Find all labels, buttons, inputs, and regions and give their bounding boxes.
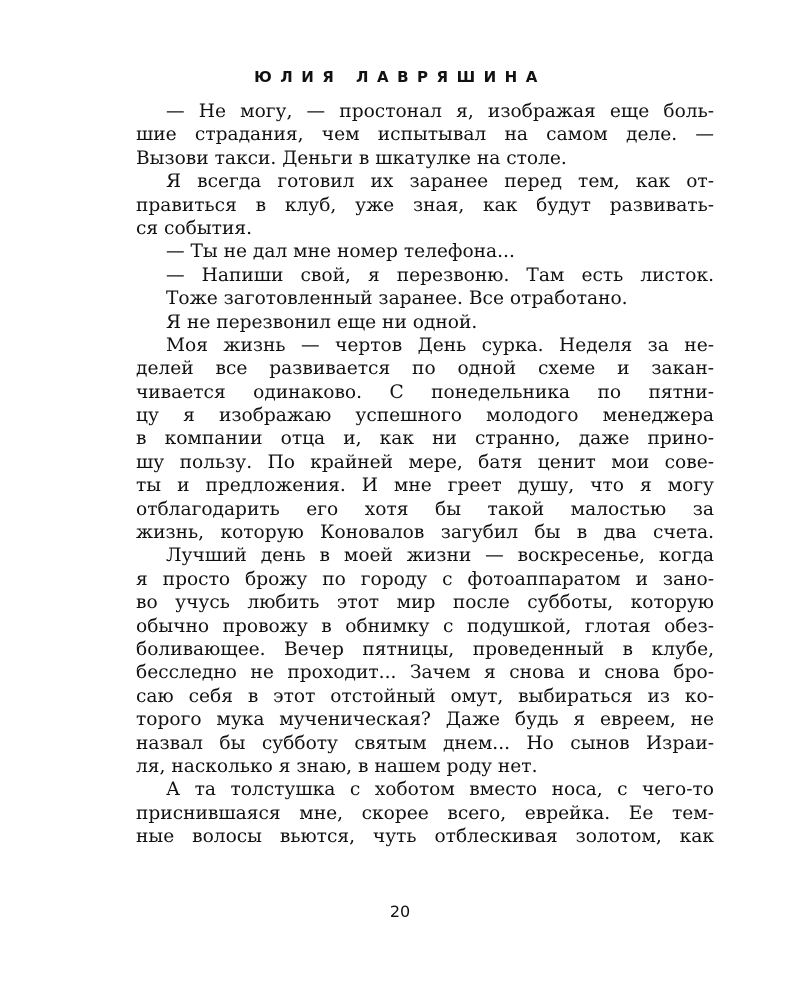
text-line: торого мука мученическая? Даже будь я евреем, не xyxy=(136,709,714,731)
text-line: назвал бы субботу святым днем... Но сынов Израи- xyxy=(136,732,714,754)
text-line: обычно провожу в обнимку с подушкой, глотая обез- xyxy=(136,615,714,637)
text-line: приснившаяся мне, скорее всего, еврейка. Ее тем- xyxy=(136,802,714,824)
text-line: боливающее. Вечер пятницы, проведенный в клубе, xyxy=(136,638,714,660)
text-line: бесследно не проходит... Зачем я снова и снова бро- xyxy=(136,662,714,684)
page-number: 20 xyxy=(389,902,411,921)
text-line: шие страдания, чем испытывал на самом деле. — xyxy=(136,124,714,146)
text-line: отблагодарить его хотя бы такой малостью за xyxy=(136,498,714,520)
text-line: жизнь, которую Коновалов загубил бы в два счета. xyxy=(136,522,714,544)
text-line: правиться в клуб, уже зная, как будут развивать- xyxy=(136,194,714,216)
text-line: ные волосы вьются, чуть отблескивая золотом, как xyxy=(136,826,714,848)
text-line: ля, насколько я знаю, в нашем роду нет. xyxy=(136,755,538,777)
text-line: Я всегда готовил их заранее перед тем, как от- xyxy=(166,171,714,193)
text-line: А та толстушка с хоботом вместо носа, с чего-то xyxy=(166,779,714,801)
text-line: я просто брожу по городу с фотоаппаратом и зано- xyxy=(136,568,714,590)
text-line: Тоже заготовленный заранее. Все отработано. xyxy=(166,288,628,310)
text-line: Вызови такси. Деньги в шкатулке на столе. xyxy=(136,147,567,169)
text-line: саю себя в этот отстойный омут, выбираться из ко- xyxy=(136,685,714,707)
text-line: во учусь любить этот мир после субботы, которую xyxy=(136,592,714,614)
text-line: Моя жизнь — чертов День сурка. Неделя за не- xyxy=(166,334,714,356)
text-line: — Не могу, — простонал я, изображая еще боль- xyxy=(166,101,714,122)
text-line: чивается одинаково. С понедельника по пятни- xyxy=(136,381,714,403)
text-line: — Напиши свой, я перезвоню. Там есть листок. xyxy=(166,264,714,286)
text-line: — Ты не дал мне номер телефона... xyxy=(166,241,515,263)
text-line: ты и предложения. И мне греет душу, что я могу xyxy=(136,475,714,497)
text-line: в компании отца и, как ни странно, даже прино- xyxy=(136,428,714,450)
body-text xyxy=(136,100,714,849)
text-line: цу я изображаю успешного молодого менеджера xyxy=(136,405,714,427)
text-line: Я не перезвонил еще ни одной. xyxy=(166,311,478,333)
text-line: делей все развивается по одной схеме и закан- xyxy=(136,358,714,380)
text-line: шу пользу. По крайней мере, батя ценит мои сове- xyxy=(136,451,714,473)
running-header-author: ЮЛИЯ ЛАВРЯШИНА xyxy=(254,68,546,86)
text-line: ся события. xyxy=(136,217,252,239)
text-line: Лучший день в моей жизни — воскресенье, когда xyxy=(166,545,714,567)
